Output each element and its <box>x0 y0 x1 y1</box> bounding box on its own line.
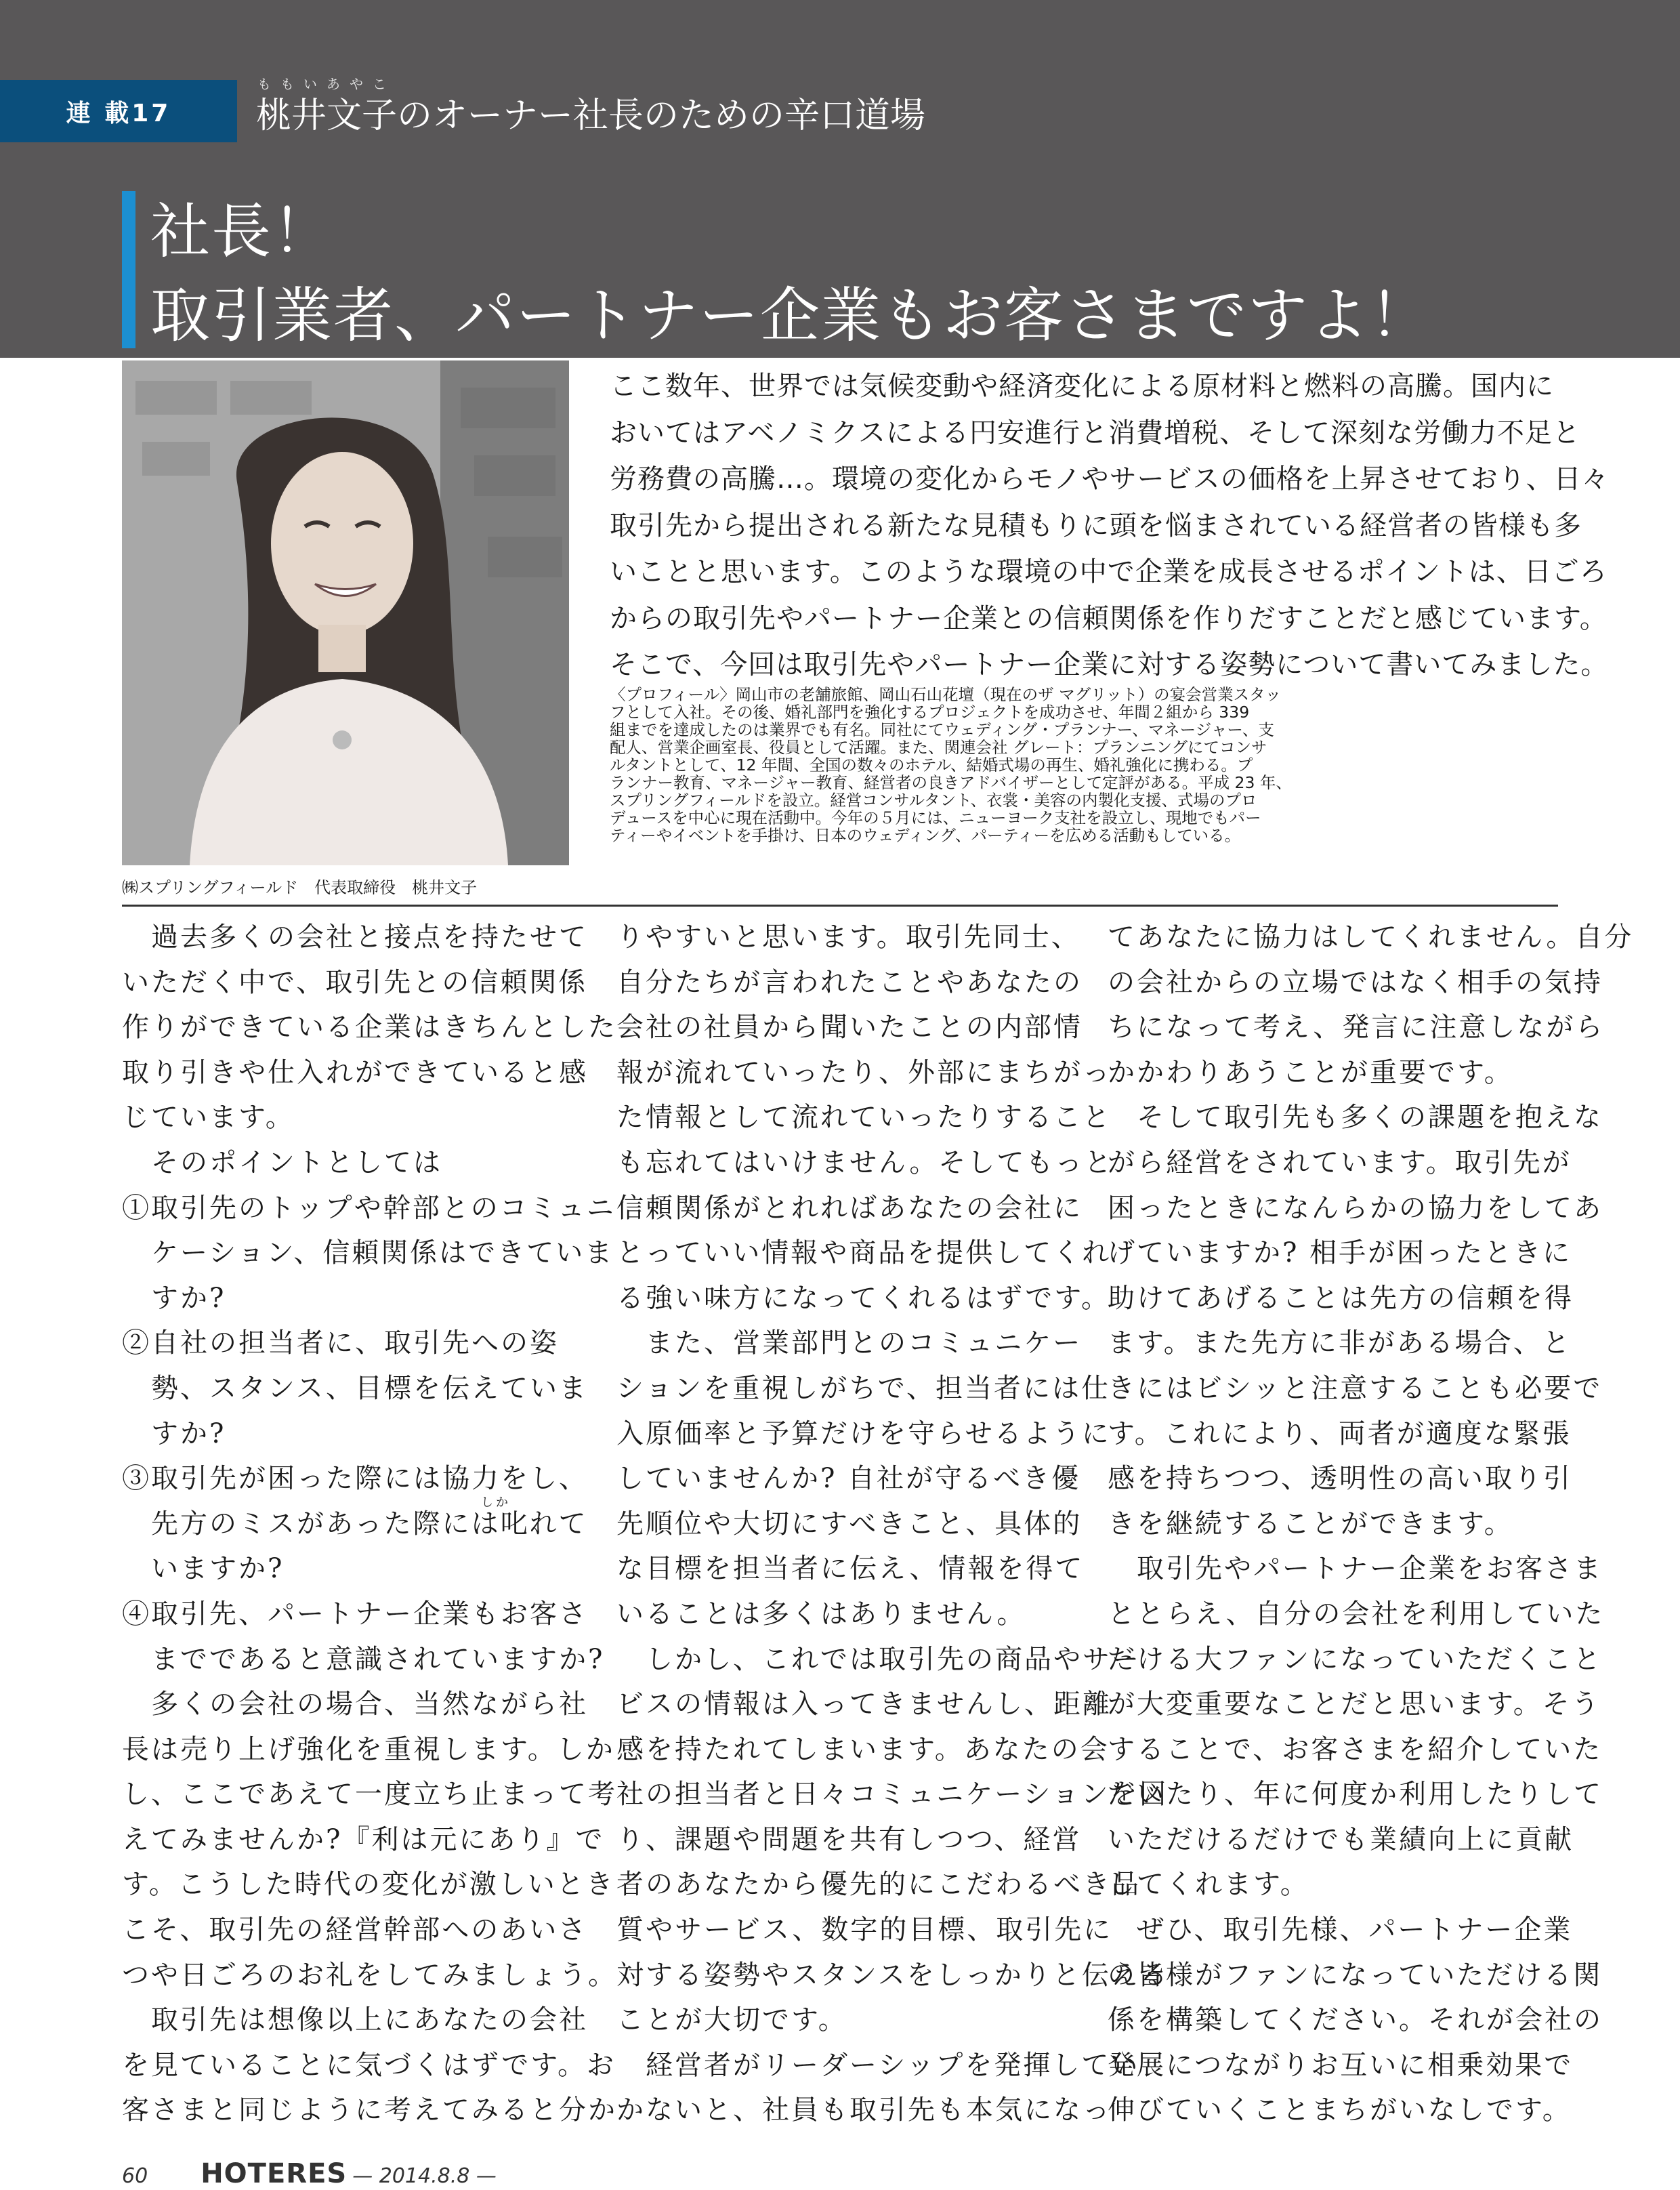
profile-line: ランナー教育、マネージャー教育、経営者の良きアドバイザーとして定評がある。平成 23 年、 <box>610 773 1292 792</box>
body-line: 感を持ちつつ、透明性の高い取り引 <box>1108 1463 1572 1495</box>
body-line: また、営業部門とのコミュニケー <box>616 1327 1083 1359</box>
lead-line: そこで、今回は取引先やパートナー企業に対する姿勢について書いてみました。 <box>610 649 1609 680</box>
body-line: げていますか? 相手が困ったときに <box>1108 1237 1572 1269</box>
body-line: す。これにより、両者が適度な緊張 <box>1108 1418 1572 1449</box>
body-line: ①取引先のトップや幹部とのコミュニ <box>122 1192 616 1224</box>
body-line: 先順位や大切にすべきこと、具体的 <box>616 1508 1083 1540</box>
title-accent-bar <box>122 191 135 348</box>
body-line: してくれます。 <box>1108 1869 1309 1901</box>
body-line: りやすいと思います。取引先同士、 <box>616 922 1080 953</box>
body-line: 会社の社員から聞いたことの内部情 <box>616 1012 1083 1044</box>
body-column-3 <box>1108 915 1634 2133</box>
body-line: 信頼関係がとれればあなたの会社に <box>616 1192 1083 1224</box>
author-profile <box>610 686 1558 844</box>
body-line: じています。 <box>122 1102 295 1134</box>
body-line: こそ、取引先の経営幹部へのあいさ <box>122 1914 588 1946</box>
body-line: 取引先は想像以上にあなたの会社 <box>122 2004 588 2036</box>
lead-line: ここ数年、世界では気候変動や経済変化による原材料と燃料の高騰。国内に <box>610 371 1554 402</box>
body-line: も忘れてはいけません。そしてもっと <box>616 1146 1114 1178</box>
lead-line: からの取引先やパートナー企業との信頼関係を作りだすことだと感じています。 <box>610 602 1608 634</box>
page-number: 60 <box>122 2164 148 2188</box>
body-line: ちになって考え、発言に注意しながら <box>1108 1012 1605 1044</box>
body-line: がら経営をされています。取引先が <box>1108 1146 1572 1178</box>
body-line: 社の担当者と日々コミュニケーションを図 <box>616 1779 1169 1811</box>
body-line: てあなたに協力はしてくれません。自分 <box>1108 922 1634 953</box>
body-line: 者のあなたから優先的にこだわるべき品 <box>616 1869 1141 1901</box>
body-line: ビスの情報は入ってきませんし、距離 <box>616 1689 1112 1720</box>
body-line: 困ったときになんらかの協力をしてあ <box>1108 1192 1603 1224</box>
body-line: ④取引先、パートナー企業もお客さ <box>122 1598 588 1630</box>
body-line: 係を構築してください。それが会社の <box>1108 2004 1603 2036</box>
profile-line: 配人、営業企画室長、役員として活躍。また、関連会社 グレート：プランニングにてコンサ <box>610 738 1267 757</box>
profile-line: フとして入社。その後、婚礼部門を強化するプロジェクトを成功させ、年間２組から 339 <box>610 703 1250 722</box>
body-line: だいたり、年に何度か利用したりして <box>1108 1779 1603 1811</box>
body-line: いることは多くはありません。 <box>616 1598 1026 1630</box>
body-line: いますか? <box>122 1553 285 1585</box>
body-line: いただく中で、取引先との信頼関係 <box>122 966 588 998</box>
body-line: の会社からの立場ではなく相手の気持 <box>1108 966 1603 998</box>
body-line: を見ていることに気づくはずです。お <box>122 2049 616 2081</box>
author-photo <box>122 360 569 865</box>
body-line: そして取引先も多くの課題を抱えな <box>1108 1102 1603 1134</box>
body-line: た情報として流れていったりすること <box>616 1102 1112 1134</box>
body-line: することで、お客さまを紹介していた <box>1108 1733 1603 1765</box>
body-line: つや日ごろのお礼をしてみましょう。 <box>122 1959 617 1991</box>
body-line: ととらえ、自分の会社を利用していた <box>1108 1598 1605 1630</box>
body-line: し、ここであえて一度立ち止まって考 <box>122 1779 617 1811</box>
furigana-shika: しか <box>481 1495 511 1510</box>
body-line: の皆様がファンになっていただける関 <box>1108 1959 1603 1991</box>
body-line: 伸びていくことまちがいなしです。 <box>1108 2094 1572 2126</box>
title-line-2: 取引業者、パートナー企業もお客さまですよ！ <box>150 281 1431 350</box>
body-line: していませんか? 自社が守るべき優 <box>616 1463 1081 1495</box>
profile-line: ルタントとして、12 年間、全国の数々のホテル、結婚式場の再生、婚礼強化に携わる。プ <box>610 756 1253 774</box>
lead-line: いことと思います。このような環境の中で企業を成長させるポイントは、日ごろ <box>610 556 1608 587</box>
body-line: までであると意識されていますか? <box>122 1643 605 1675</box>
body-line: すか? <box>122 1282 226 1314</box>
lead-line: おいてはアベノミクスによる円安進行と消費増税、そして深刻な労働力不足と <box>610 417 1580 449</box>
issue-date: — 2014.8.8 — <box>352 2164 497 2188</box>
body-line: きにはビシッと注意することも必要で <box>1108 1372 1603 1404</box>
body-line: すか? <box>122 1418 226 1449</box>
body-line: 多くの会社の場合、当然ながら社 <box>122 1689 588 1720</box>
body-line: だける大ファンになっていただくこと <box>1108 1643 1603 1675</box>
body-line: ことが大切です。 <box>616 2004 847 2036</box>
body-column-2 <box>616 915 1169 2133</box>
body-line: 助けてあげることは先方の信頼を得 <box>1108 1282 1574 1314</box>
section-divider <box>122 905 1558 907</box>
body-line: ぜひ、取引先様、パートナー企業 <box>1108 1914 1573 1946</box>
body-line: かかわりあうことが重要です。 <box>1108 1056 1513 1088</box>
series-title: 桃井文子のオーナー社長のための辛口道場 <box>256 96 926 136</box>
body-line: 先方のミスがあった際には叱れて <box>122 1508 588 1540</box>
page-footer <box>122 2158 497 2189</box>
series-title-ruby: ももいあやこ <box>257 76 396 92</box>
body-line: 対する姿勢やスタンスをしっかりと伝える <box>616 1959 1169 1991</box>
body-line: 経営者がリーダーシップを発揮してい <box>616 2049 1140 2081</box>
body-line: 発展につながりお互いに相乗効果で <box>1108 2049 1574 2081</box>
body-column-1 <box>122 915 617 2133</box>
body-line: 報が流れていったり、外部にまちがっ <box>616 1056 1112 1088</box>
body-line: 勢、スタンス、目標を伝えていま <box>122 1372 588 1404</box>
body-line: る強い味方になってくれるはずです。 <box>616 1282 1110 1314</box>
body-line: ションを重視しがちで、担当者には仕 <box>616 1372 1110 1404</box>
body-line: ②自社の担当者に、取引先への姿 <box>122 1327 559 1359</box>
body-line: 取引先やパートナー企業をお客さま <box>1108 1553 1603 1585</box>
profile-line: ティーやイベントを手掛け、日本のウェディング、パーティーを広める活動もしている。 <box>610 826 1241 845</box>
profile-line: スプリングフィールドを設立。経営コンサルタント、衣裳・美容の内製化支援、式場のプロ <box>610 791 1257 810</box>
body-line: 作りができている企業はきちんとした <box>122 1012 617 1044</box>
lead-paragraph <box>610 363 1610 688</box>
series-label: 連 載17 <box>0 80 237 142</box>
body-line: 取り引きや仕入れができていると感 <box>122 1056 588 1088</box>
profile-line: 〈プロフィール〉岡山市の老舗旅館、岡山石山花壇（現在のザ マグリット）の宴会営業スタッ <box>610 685 1282 704</box>
photo-caption: ㈱スプリングフィールド 代表取締役 桃井文子 <box>122 878 478 897</box>
body-line: とっていい情報や商品を提供してくれ <box>616 1237 1112 1269</box>
profile-line: デュースを中心に現在活動中。今年の５月には、ニューヨーク支社を設立し、現地でもパー <box>610 808 1261 827</box>
body-line: いただけるだけでも業績向上に貢献 <box>1108 1823 1574 1855</box>
lead-line: 取引先から提出される新たな見積もりに頭を悩まされている経営者の皆様も多 <box>610 510 1582 541</box>
body-line: しかし、これでは取引先の商品やサー <box>616 1643 1141 1675</box>
body-line: 入原価率と予算だけを守らせるように <box>616 1418 1111 1449</box>
body-line: す。こうした時代の変化が激しいとき <box>122 1869 615 1901</box>
body-line: 客さまと同じように考えてみると分か <box>122 2094 617 2126</box>
body-line: えてみませんか?『利は元にあり』で <box>122 1823 605 1855</box>
body-line: ケーション、信頼関係はできていま <box>122 1237 614 1269</box>
title-line-1: 社長！ <box>150 197 334 266</box>
body-line: かないと、社員も取引先も本気になっ <box>616 2094 1112 2126</box>
body-line: ます。また先方に非がある場合、と <box>1108 1327 1572 1359</box>
body-line: そのポイントとしては <box>122 1146 442 1178</box>
lead-line: 労務費の高騰…。環境の変化からモノやサービスの価格を上昇させており、日々 <box>610 463 1610 495</box>
body-line: きを継続することができます。 <box>1108 1508 1513 1540</box>
body-line: が大変重要なことだと思います。そう <box>1108 1689 1601 1720</box>
body-line: り、課題や問題を共有しつつ、経営 <box>616 1823 1082 1855</box>
body-line: 過去多くの会社と接点を持たせて <box>122 922 588 953</box>
body-line: 感を持たれてしまいます。あなたの会 <box>616 1733 1110 1765</box>
magazine-name: HOTERES <box>201 2158 348 2189</box>
body-line: 自分たちが言われたことやあなたの <box>616 966 1083 998</box>
profile-line: 組までを達成したのは業界でも有名。同社にてウェディング・プランナー、マネージャー、支 <box>610 720 1274 739</box>
body-line: ③取引先が困った際には協力をし、 <box>122 1463 588 1495</box>
body-line: な目標を担当者に伝え、情報を得て <box>616 1553 1085 1585</box>
body-line: 長は売り上げ強化を重視します。しか <box>122 1733 615 1765</box>
body-line: 質やサービス、数字的目標、取引先に <box>616 1914 1113 1946</box>
